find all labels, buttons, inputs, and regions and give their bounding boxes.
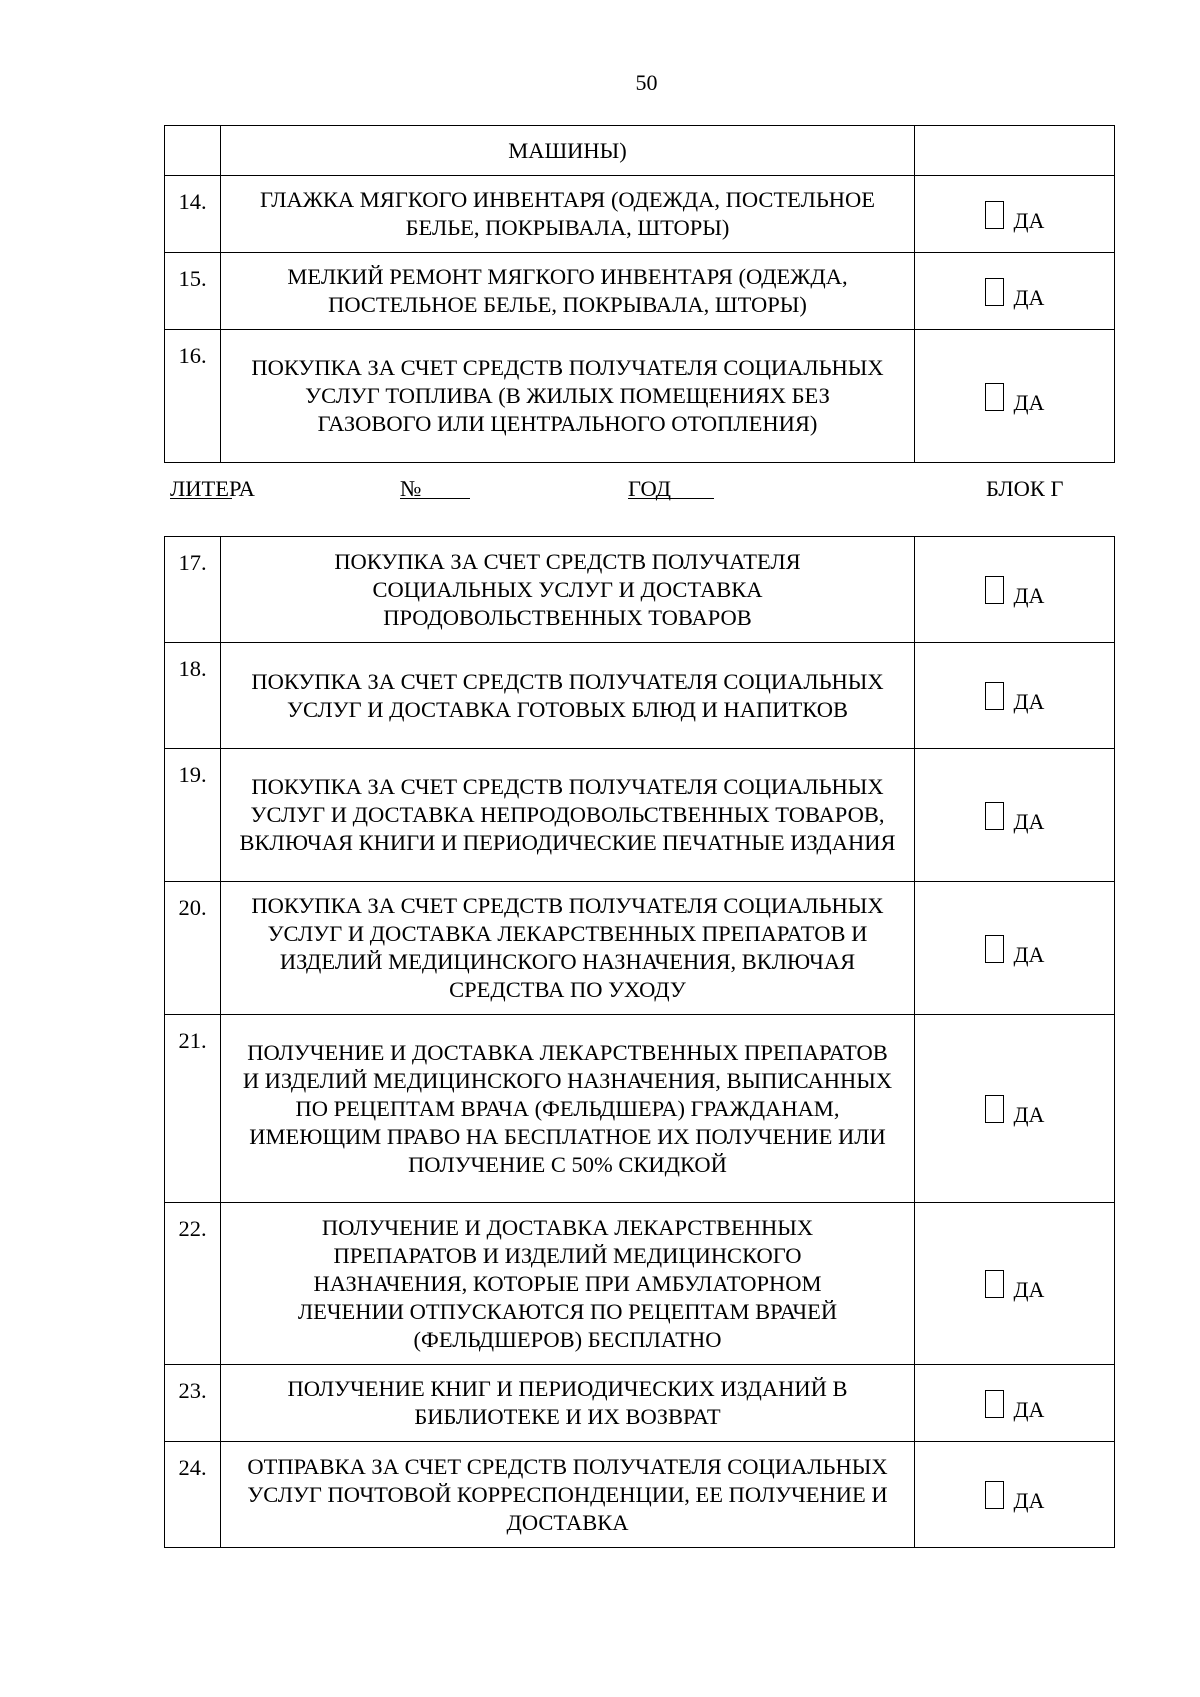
table-row [165,176,1115,253]
row-number: 22. [165,1203,221,1365]
checkbox-cell [915,749,1115,882]
yes-checkbox[interactable] [985,576,1004,604]
checkbox-cell [915,126,1115,176]
table-row [165,537,1115,643]
row-number: 15. [165,253,221,330]
row-number [165,126,221,176]
yes-label: ДА [1013,1102,1045,1127]
litera-blank[interactable] [170,476,232,499]
service-description: ОТПРАВКА ЗА СЧЕТ СРЕДСТВ ПОЛУЧАТЕЛЯ СОЦИАЛЬНЫХ УСЛУГ ПОЧТОВОЙ КОРРЕСПОНДЕНЦИИ, ЕЕ ПОЛУЧЕНИЕ И ДОСТАВКА [221,1442,915,1548]
service-description: ПОКУПКА ЗА СЧЕТ СРЕДСТВ ПОЛУЧАТЕЛЯ СОЦИАЛЬНЫХ УСЛУГ И ДОСТАВКА НЕПРОДОВОЛЬСТВЕННЫХ ТОВАРОВ, ВКЛЮЧАЯ КНИГИ И ПЕРИОДИЧЕСКИЕ ПЕЧАТНЫЕ ИЗДАНИЯ [221,749,915,882]
table-row [165,749,1115,882]
yes-option[interactable] [985,1481,1045,1513]
table-row [165,1442,1115,1548]
yes-option[interactable] [985,682,1045,714]
yes-option[interactable] [985,201,1045,233]
service-description: ПОКУПКА ЗА СЧЕТ СРЕДСТВ ПОЛУЧАТЕЛЯ СОЦИАЛЬНЫХ УСЛУГ И ДОСТАВКА ЛЕКАРСТВЕННЫХ ПРЕПАРАТОВ И ИЗДЕЛИЙ МЕДИЦИНСКОГО НАЗНАЧЕНИЯ, ВКЛЮЧАЯ СРЕДСТВА ПО УХОДУ [221,882,915,1015]
yes-checkbox[interactable] [985,1270,1004,1298]
yes-checkbox[interactable] [985,1390,1004,1418]
yes-option[interactable] [985,1270,1045,1302]
row-number: 19. [165,749,221,882]
row-number: 24. [165,1442,221,1548]
row-number: 23. [165,1365,221,1442]
row-number: 17. [165,537,221,643]
service-description: ПОКУПКА ЗА СЧЕТ СРЕДСТВ ПОЛУЧАТЕЛЯ СОЦИАЛЬНЫХ УСЛУГ ТОПЛИВА (В ЖИЛЫХ ПОМЕЩЕНИЯХ БЕЗ ГАЗОВОГО ИЛИ ЦЕНТРАЛЬНОГО ОТОПЛЕНИЯ) [221,330,915,463]
checkbox-cell [915,643,1115,749]
checkbox-cell [915,330,1115,463]
table-row [165,253,1115,330]
yes-checkbox[interactable] [985,682,1004,710]
yes-label: ДА [1013,1488,1045,1513]
service-description: ПОКУПКА ЗА СЧЕТ СРЕДСТВ ПОЛУЧАТЕЛЯ СОЦИАЛЬНЫХ УСЛУГ И ДОСТАВКА ПРОДОВОЛЬСТВЕННЫХ ТОВАРОВ [221,537,915,643]
yes-label: ДА [1013,389,1045,415]
block-label: БЛОК Г [986,476,1064,501]
year-label: ГОД [628,476,671,501]
table-row [165,330,1115,463]
number-blank[interactable] [400,476,470,499]
row-number: 14. [165,176,221,253]
table-row [165,1365,1115,1442]
service-description: ПОЛУЧЕНИЕ КНИГ И ПЕРИОДИЧЕСКИХ ИЗДАНИЙ В БИБЛИОТЕКЕ И ИХ ВОЗВРАТ [221,1365,915,1442]
service-description: ПОЛУЧЕНИЕ И ДОСТАВКА ЛЕКАРСТВЕННЫХ ПРЕПАРАТОВ И ИЗДЕЛИЙ МЕДИЦИНСКОГО НАЗНАЧЕНИЯ, КОТОРЫЕ ПРИ АМБУЛАТОРНОМ ЛЕЧЕНИИ ОТПУСКАЮТСЯ ПО РЕЦЕПТАМ ВРАЧЕЙ (ФЕЛЬДШЕРОВ) БЕСПЛАТНО [221,1203,915,1365]
checkbox-cell [915,253,1115,330]
yes-label: ДА [1013,583,1045,608]
table-row [165,1015,1115,1203]
block-header [170,476,1090,506]
yes-option[interactable] [985,383,1045,415]
row-number: 20. [165,882,221,1015]
yes-option[interactable] [985,935,1045,967]
table-row [165,882,1115,1015]
litera-label: ЛИТЕРА [170,476,255,501]
yes-checkbox[interactable] [985,201,1004,229]
yes-label: ДА [1013,1277,1045,1302]
service-description: ГЛАЖКА МЯГКОГО ИНВЕНТАРЯ (ОДЕЖДА, ПОСТЕЛЬНОЕ БЕЛЬЕ, ПОКРЫВАЛА, ШТОРЫ) [221,176,915,253]
services-table-2 [164,536,1115,1548]
yes-label: ДА [1013,207,1045,233]
service-description: МЕЛКИЙ РЕМОНТ МЯГКОГО ИНВЕНТАРЯ (ОДЕЖДА, ПОСТЕЛЬНОЕ БЕЛЬЕ, ПОКРЫВАЛА, ШТОРЫ) [221,253,915,330]
checkbox-cell [915,1442,1115,1548]
checkbox-cell [915,882,1115,1015]
service-description: МАШИНЫ) [221,126,915,176]
table-row [165,126,1115,176]
table-row [165,1203,1115,1365]
yes-label: ДА [1013,941,1045,967]
service-description: ПОКУПКА ЗА СЧЕТ СРЕДСТВ ПОЛУЧАТЕЛЯ СОЦИАЛЬНЫХ УСЛУГ И ДОСТАВКА ГОТОВЫХ БЛЮД И НАПИТКОВ [221,643,915,749]
yes-option[interactable] [985,576,1045,608]
yes-option[interactable] [985,1095,1045,1127]
yes-checkbox[interactable] [985,935,1004,963]
yes-checkbox[interactable] [985,802,1004,830]
yes-checkbox[interactable] [985,1481,1004,1509]
page-number: 50 [635,70,658,95]
number-label: № [400,476,422,501]
row-number: 16. [165,330,221,463]
yes-label: ДА [1013,284,1045,310]
checkbox-cell [915,1203,1115,1365]
yes-label: ДА [1013,689,1045,714]
yes-option[interactable] [985,278,1045,310]
yes-checkbox[interactable] [985,1095,1004,1123]
yes-checkbox[interactable] [985,383,1004,411]
checkbox-cell [915,176,1115,253]
checkbox-cell [915,537,1115,643]
yes-checkbox[interactable] [985,278,1004,306]
row-number: 21. [165,1015,221,1203]
checkbox-cell [915,1365,1115,1442]
yes-label: ДА [1013,1396,1045,1422]
year-blank[interactable] [628,476,714,499]
table-row [165,643,1115,749]
yes-option[interactable] [985,1390,1045,1422]
row-number: 18. [165,643,221,749]
services-table-1 [164,125,1115,463]
checkbox-cell [915,1015,1115,1203]
yes-option[interactable] [985,802,1045,834]
yes-label: ДА [1013,808,1045,834]
service-description: ПОЛУЧЕНИЕ И ДОСТАВКА ЛЕКАРСТВЕННЫХ ПРЕПАРАТОВ И ИЗДЕЛИЙ МЕДИЦИНСКОГО НАЗНАЧЕНИЯ, ВЫПИСАННЫХ ПО РЕЦЕПТАМ ВРАЧА (ФЕЛЬДШЕРА) ГРАЖДАНАМ, ИМЕЮЩИМ ПРАВО НА БЕСПЛАТНОЕ ИХ ПОЛУЧЕНИЕ ИЛИ ПОЛУЧЕНИЕ С 50% СКИДКОЙ [221,1015,915,1203]
